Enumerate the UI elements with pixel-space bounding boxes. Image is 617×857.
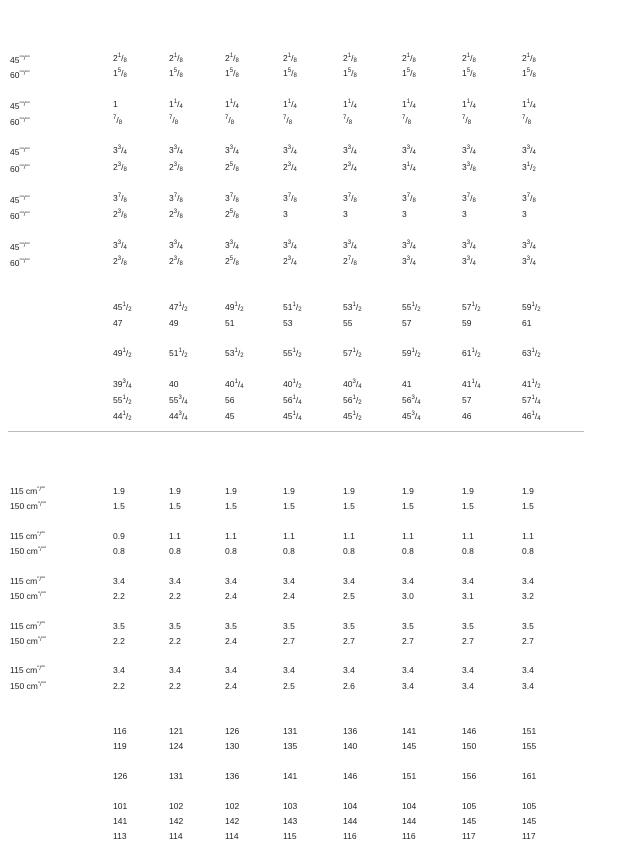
centimeters-value-cell: 2.7 — [462, 636, 474, 646]
inches-row-label: 45""/"" — [10, 101, 30, 111]
inches-measure-value: $56^3/4$ — [402, 395, 421, 406]
centimeters-measure-value: 116 — [113, 726, 127, 736]
inches-value-cell: $2^1/8$ — [169, 53, 183, 64]
inches-value-cell: $3^7/8$ — [343, 193, 357, 204]
inches-measure-value: 49 — [169, 318, 179, 328]
inches-value-cell: 1 — [113, 99, 118, 109]
centimeters-measure-value: 130 — [225, 741, 240, 751]
centimeters-value-cell: 3.5 — [402, 621, 414, 631]
inches-measure-value: $57^1/2$ — [343, 348, 362, 359]
inches-value-cell: $1^5/8$ — [522, 68, 536, 79]
inches-value-cell: $3^3/4$ — [343, 145, 357, 156]
centimeters-value-cell: 1.9 — [225, 486, 237, 496]
section-divider — [8, 431, 584, 432]
centimeters-value-cell: 0.8 — [462, 546, 474, 556]
inches-measure-value: $56^1/4$ — [283, 395, 302, 406]
centimeters-value-cell: 3.4 — [522, 681, 534, 691]
centimeters-value-cell: 2.6 — [343, 681, 355, 691]
centimeters-measure-value: 142 — [169, 816, 184, 826]
inches-measure-value: $40^1/2$ — [283, 379, 302, 390]
inches-value-cell: $3^7/8$ — [113, 193, 127, 204]
centimeters-measure-value: 105 — [522, 801, 537, 811]
inches-value-cell: $2^1/8$ — [522, 53, 536, 64]
inches-value-cell: $3^3/4$ — [462, 256, 476, 267]
centimeters-measure-value: 103 — [283, 801, 298, 811]
centimeters-measure-value: 144 — [343, 816, 358, 826]
centimeters-measure-value: 141 — [113, 816, 128, 826]
inches-value-cell: $^7$/8 — [113, 115, 123, 126]
inches-value-cell: $3^3/4$ — [283, 240, 297, 251]
centimeters-value-cell: 0.8 — [225, 546, 237, 556]
centimeters-value-cell: 3.4 — [283, 576, 295, 586]
centimeters-value-cell: 1.9 — [169, 486, 181, 496]
centimeters-value-cell: 3.4 — [169, 665, 181, 675]
centimeters-value-cell: 3.4 — [462, 665, 474, 675]
inches-value-cell: $2^3/8$ — [169, 162, 183, 173]
centimeters-value-cell: 2.2 — [113, 591, 125, 601]
inches-value-cell: $1^1/4$ — [343, 99, 357, 110]
inches-measure-value: $59^1/2$ — [522, 302, 541, 313]
inches-value-cell: $^7$/8 — [283, 115, 293, 126]
centimeters-value-cell: 1.9 — [113, 486, 125, 496]
inches-measure-value: 47 — [113, 318, 123, 328]
centimeters-value-cell: 2.5 — [283, 681, 295, 691]
inches-value-cell: $1^5/8$ — [402, 68, 416, 79]
centimeters-measure-value: 150 — [462, 741, 477, 751]
centimeters-measure-value: 136 — [225, 771, 240, 781]
inches-value-cell: $^7$/8 — [522, 115, 532, 126]
centimeters-measure-value: 104 — [402, 801, 417, 811]
centimeters-row-label: 150 cm"/"" — [10, 591, 46, 601]
inches-measure-value: $56^1/2$ — [343, 395, 362, 406]
inches-value-cell: $1^1/4$ — [225, 99, 239, 110]
centimeters-value-cell: 0.8 — [522, 546, 534, 556]
centimeters-measure-value: 142 — [225, 816, 240, 826]
centimeters-measure-value: 117 — [522, 831, 536, 841]
inches-value-cell: $2^5/8$ — [225, 209, 239, 220]
centimeters-value-cell: 0.8 — [283, 546, 295, 556]
inches-value-cell: $3^3/4$ — [283, 145, 297, 156]
inches-value-cell: $^7$/8 — [462, 115, 472, 126]
centimeters-value-cell: 1.9 — [462, 486, 474, 496]
centimeters-value-cell: 2.4 — [283, 591, 295, 601]
centimeters-value-cell: 3.4 — [402, 576, 414, 586]
centimeters-value-cell: 1.1 — [522, 531, 534, 541]
centimeters-value-cell: 1.5 — [522, 501, 534, 511]
centimeters-value-cell: 1.9 — [402, 486, 414, 496]
inches-measure-value: 56 — [225, 395, 235, 405]
centimeters-row-label: 150 cm"/"" — [10, 636, 46, 646]
inches-row-label: 60""/"" — [10, 164, 30, 174]
centimeters-value-cell: 3.4 — [283, 665, 295, 675]
inches-row-label: 60""/"" — [10, 211, 30, 221]
inches-value-cell: $2^3/8$ — [113, 256, 127, 267]
centimeters-row-label: 115 cm"/"" — [10, 531, 46, 541]
centimeters-value-cell: 3.4 — [522, 576, 534, 586]
centimeters-measure-value: 126 — [225, 726, 240, 736]
inches-row-label: 60""/"" — [10, 258, 30, 268]
centimeters-measure-value: 135 — [283, 741, 298, 751]
inches-value-cell: $3^3/4$ — [343, 240, 357, 251]
inches-value-cell: $3^3/4$ — [522, 256, 536, 267]
centimeters-value-cell: 1.5 — [225, 501, 237, 511]
centimeters-value-cell: 2.4 — [225, 681, 237, 691]
centimeters-measure-value: 141 — [402, 726, 417, 736]
inches-value-cell: $3^3/4$ — [113, 145, 127, 156]
inches-value-cell: $3^7/8$ — [402, 193, 416, 204]
inches-value-cell: $1^5/8$ — [343, 68, 357, 79]
centimeters-measure-value: 126 — [113, 771, 128, 781]
inches-measure-value: 55 — [343, 318, 353, 328]
inches-value-cell: $^7$/8 — [343, 115, 353, 126]
centimeters-measure-value: 119 — [113, 741, 127, 751]
centimeters-measure-value: 114 — [169, 831, 183, 841]
centimeters-value-cell: 2.5 — [343, 591, 355, 601]
centimeters-measure-value: 145 — [402, 741, 417, 751]
centimeters-value-cell: 3.5 — [225, 621, 237, 631]
inches-measure-value: $47^1/2$ — [169, 302, 188, 313]
centimeters-value-cell: 2.2 — [169, 591, 181, 601]
centimeters-measure-value: 141 — [283, 771, 298, 781]
inches-value-cell: $2^1/8$ — [462, 53, 476, 64]
centimeters-row-label: 115 cm"/"" — [10, 621, 46, 631]
inches-row-label: 45""/"" — [10, 242, 30, 252]
centimeters-value-cell: 1.1 — [343, 531, 355, 541]
inches-value-cell: 3 — [462, 209, 467, 219]
inches-measure-value: 59 — [462, 318, 472, 328]
centimeters-value-cell: 3.5 — [343, 621, 355, 631]
centimeters-measure-value: 131 — [283, 726, 298, 736]
inches-measure-value: $55^1/2$ — [402, 302, 421, 313]
inches-measure-value: $63^1/2$ — [522, 348, 541, 359]
centimeters-measure-value: 140 — [343, 741, 358, 751]
centimeters-measure-value: 124 — [169, 741, 184, 751]
centimeters-measure-value: 113 — [113, 831, 127, 841]
inches-value-cell: $3^3/4$ — [169, 145, 183, 156]
inches-measure-value: 53 — [283, 318, 293, 328]
centimeters-value-cell: 1.5 — [343, 501, 355, 511]
centimeters-value-cell: 3.4 — [113, 665, 125, 675]
inches-value-cell: $1^1/4$ — [402, 99, 416, 110]
centimeters-value-cell: 1.9 — [283, 486, 295, 496]
inches-measure-value: $40^3/4$ — [343, 379, 362, 390]
inches-value-cell: $2^1/8$ — [343, 53, 357, 64]
centimeters-value-cell: 3.4 — [225, 665, 237, 675]
inches-value-cell: $3^7/8$ — [169, 193, 183, 204]
inches-value-cell: $3^3/4$ — [225, 145, 239, 156]
centimeters-value-cell: 1.1 — [169, 531, 181, 541]
centimeters-measure-value: 104 — [343, 801, 358, 811]
centimeters-value-cell: 0.8 — [169, 546, 181, 556]
inches-value-cell: $2^1/8$ — [402, 53, 416, 64]
inches-row-label: 60""/"" — [10, 117, 30, 127]
inches-measure-value: $49^1/2$ — [113, 348, 132, 359]
centimeters-value-cell: 3.0 — [402, 591, 414, 601]
inches-measure-value: 57 — [462, 395, 472, 405]
centimeters-value-cell: 3.1 — [462, 591, 474, 601]
inches-measure-value: $44^3/4$ — [169, 411, 188, 422]
inches-row-label: 45""/"" — [10, 195, 30, 205]
centimeters-measure-value: 105 — [462, 801, 477, 811]
centimeters-measure-value: 116 — [343, 831, 357, 841]
centimeters-measure-value: 146 — [343, 771, 358, 781]
inches-value-cell: $2^3/4$ — [283, 256, 297, 267]
inches-row-label: 60""/"" — [10, 70, 30, 80]
inches-value-cell: $3^1/4$ — [402, 162, 416, 173]
inches-value-cell: $2^3/8$ — [113, 162, 127, 173]
centimeters-value-cell: 1.1 — [402, 531, 414, 541]
inches-value-cell: $1^5/8$ — [283, 68, 297, 79]
centimeters-value-cell: 2.7 — [402, 636, 414, 646]
centimeters-value-cell: 1.9 — [522, 486, 534, 496]
centimeters-measure-value: 145 — [462, 816, 477, 826]
inches-value-cell: $3^3/4$ — [402, 240, 416, 251]
centimeters-value-cell: 0.8 — [343, 546, 355, 556]
centimeters-value-cell: 3.5 — [113, 621, 125, 631]
inches-value-cell: $2^3/4$ — [283, 162, 297, 173]
inches-measure-value: 40 — [169, 379, 179, 389]
centimeters-measure-value: 144 — [402, 816, 417, 826]
centimeters-row-label: 115 cm"/"" — [10, 486, 46, 496]
centimeters-measure-value: 145 — [522, 816, 537, 826]
inches-value-cell: $2^1/8$ — [225, 53, 239, 64]
centimeters-measure-value: 115 — [283, 831, 297, 841]
centimeters-value-cell: 3.5 — [522, 621, 534, 631]
centimeters-value-cell: 1.1 — [462, 531, 474, 541]
centimeters-value-cell: 3.4 — [402, 681, 414, 691]
centimeters-measure-value: 143 — [283, 816, 298, 826]
inches-measure-value: $55^1/2$ — [283, 348, 302, 359]
centimeters-row-label: 150 cm"/"" — [10, 501, 46, 511]
centimeters-measure-value: 102 — [225, 801, 240, 811]
centimeters-value-cell: 3.5 — [462, 621, 474, 631]
centimeters-value-cell: 2.7 — [343, 636, 355, 646]
inches-measure-value: $53^1/2$ — [225, 348, 244, 359]
centimeters-row-label: 150 cm"/"" — [10, 546, 46, 556]
centimeters-value-cell: 3.4 — [402, 665, 414, 675]
inches-measure-value: $51^1/2$ — [169, 348, 188, 359]
inches-measure-value: $49^1/2$ — [225, 302, 244, 313]
centimeters-value-cell: 3.4 — [522, 665, 534, 675]
inches-measure-value: 51 — [225, 318, 235, 328]
centimeters-value-cell: 2.2 — [169, 681, 181, 691]
inches-value-cell: $1^5/8$ — [462, 68, 476, 79]
centimeters-value-cell: 3.4 — [343, 576, 355, 586]
centimeters-measure-value: 116 — [402, 831, 416, 841]
centimeters-value-cell: 2.7 — [522, 636, 534, 646]
inches-measure-value: $41^1/4$ — [462, 379, 481, 390]
inches-value-cell: $1^5/8$ — [113, 68, 127, 79]
inches-measure-value: $45^3/4$ — [402, 411, 421, 422]
centimeters-value-cell: 2.2 — [113, 681, 125, 691]
inches-value-cell: 3 — [343, 209, 348, 219]
centimeters-value-cell: 2.2 — [169, 636, 181, 646]
inches-value-cell: $^7$/8 — [225, 115, 235, 126]
inches-value-cell: $3^3/4$ — [113, 240, 127, 251]
centimeters-measure-value: 114 — [225, 831, 239, 841]
centimeters-value-cell: 1.5 — [283, 501, 295, 511]
centimeters-value-cell: 3.4 — [169, 576, 181, 586]
inches-measure-value: $55^3/4$ — [169, 395, 188, 406]
centimeters-value-cell: 2.7 — [283, 636, 295, 646]
inches-measure-value: $57^1/4$ — [522, 395, 541, 406]
inches-value-cell: $2^7/8$ — [343, 256, 357, 267]
centimeters-value-cell: 0.8 — [113, 546, 125, 556]
centimeters-row-label: 150 cm"/"" — [10, 681, 46, 691]
inches-measure-value: $59^1/2$ — [402, 348, 421, 359]
centimeters-value-cell: 3.4 — [462, 681, 474, 691]
inches-measure-value: $46^1/4$ — [522, 411, 541, 422]
centimeters-measure-value: 101 — [113, 801, 128, 811]
centimeters-value-cell: 2.4 — [225, 636, 237, 646]
inches-value-cell: $2^3/4$ — [343, 162, 357, 173]
inches-measure-value: 41 — [402, 379, 412, 389]
inches-value-cell: $3^7/8$ — [522, 193, 536, 204]
centimeters-value-cell: 3.4 — [343, 665, 355, 675]
centimeters-measure-value: 102 — [169, 801, 184, 811]
inches-measure-value: $45^1/2$ — [113, 302, 132, 313]
inches-value-cell: $3^3/8$ — [462, 162, 476, 173]
centimeters-value-cell: 0.9 — [113, 531, 125, 541]
inches-value-cell: $2^1/8$ — [113, 53, 127, 64]
inches-measure-value: $40^1/4$ — [225, 379, 244, 390]
inches-value-cell: $3^3/4$ — [522, 145, 536, 156]
centimeters-value-cell: 2.2 — [113, 636, 125, 646]
centimeters-value-cell: 0.8 — [402, 546, 414, 556]
centimeters-value-cell: 3.5 — [283, 621, 295, 631]
centimeters-value-cell: 1.5 — [462, 501, 474, 511]
inches-value-cell: $2^5/8$ — [225, 162, 239, 173]
inches-value-cell: $2^5/8$ — [225, 256, 239, 267]
centimeters-measure-value: 121 — [169, 726, 184, 736]
centimeters-measure-value: 136 — [343, 726, 358, 736]
inches-value-cell: $3^1/2$ — [522, 162, 536, 173]
inches-value-cell: $3^3/4$ — [402, 145, 416, 156]
centimeters-row-label: 115 cm"/"" — [10, 576, 46, 586]
inches-value-cell: $3^3/4$ — [462, 240, 476, 251]
inches-value-cell: $2^3/8$ — [113, 209, 127, 220]
centimeters-value-cell: 1.5 — [402, 501, 414, 511]
inches-measure-value: $53^1/2$ — [343, 302, 362, 313]
inches-value-cell: $2^3/8$ — [169, 209, 183, 220]
centimeters-value-cell: 2.4 — [225, 591, 237, 601]
inches-row-label: 45""/"" — [10, 147, 30, 157]
inches-measure-value: $61^1/2$ — [462, 348, 481, 359]
inches-value-cell: 3 — [522, 209, 527, 219]
inches-row-label: 45""/"" — [10, 55, 30, 65]
inches-value-cell: $2^1/8$ — [283, 53, 297, 64]
centimeters-measure-value: 155 — [522, 741, 537, 751]
centimeters-value-cell: 3.5 — [169, 621, 181, 631]
inches-measure-value: $45^1/4$ — [283, 411, 302, 422]
inches-measure-value: $44^1/2$ — [113, 411, 132, 422]
centimeters-measure-value: 156 — [462, 771, 477, 781]
inches-value-cell: $3^3/4$ — [169, 240, 183, 251]
centimeters-value-cell: 3.4 — [225, 576, 237, 586]
inches-value-cell: 3 — [283, 209, 288, 219]
inches-value-cell: $1^1/4$ — [522, 99, 536, 110]
inches-value-cell: $3^7/8$ — [283, 193, 297, 204]
centimeters-measure-value: 131 — [169, 771, 184, 781]
inches-value-cell: $1^1/4$ — [283, 99, 297, 110]
inches-measure-value: $51^1/2$ — [283, 302, 302, 313]
centimeters-value-cell: 3.4 — [113, 576, 125, 586]
inches-value-cell: $3^7/8$ — [225, 193, 239, 204]
centimeters-value-cell: 3.4 — [462, 576, 474, 586]
inches-value-cell: $^7$/8 — [402, 115, 412, 126]
inches-value-cell: $3^3/4$ — [522, 240, 536, 251]
inches-measure-value: $39^3/4$ — [113, 379, 132, 390]
centimeters-row-label: 115 cm"/"" — [10, 665, 46, 675]
centimeters-measure-value: 161 — [522, 771, 537, 781]
inches-value-cell: $3^3/4$ — [225, 240, 239, 251]
centimeters-value-cell: 1.5 — [169, 501, 181, 511]
inches-value-cell: $3^7/8$ — [462, 193, 476, 204]
inches-measure-value: 46 — [462, 411, 472, 421]
centimeters-measure-value: 117 — [462, 831, 476, 841]
inches-value-cell: $1^1/4$ — [462, 99, 476, 110]
centimeters-value-cell: 3.2 — [522, 591, 534, 601]
inches-value-cell: 3 — [402, 209, 407, 219]
inches-measure-value: $57^1/2$ — [462, 302, 481, 313]
inches-value-cell: $2^3/8$ — [169, 256, 183, 267]
inches-value-cell: $^7$/8 — [169, 115, 179, 126]
inches-value-cell: $3^3/4$ — [462, 145, 476, 156]
inches-measure-value: 45 — [225, 411, 235, 421]
centimeters-value-cell: 1.1 — [225, 531, 237, 541]
inches-measure-value: $55^1/2$ — [113, 395, 132, 406]
centimeters-value-cell: 1.9 — [343, 486, 355, 496]
inches-measure-value: $45^1/2$ — [343, 411, 362, 422]
centimeters-measure-value: 151 — [402, 771, 417, 781]
inches-value-cell: $1^5/8$ — [225, 68, 239, 79]
inches-value-cell: $1^5/8$ — [169, 68, 183, 79]
inches-value-cell: $1^1/4$ — [169, 99, 183, 110]
centimeters-measure-value: 151 — [522, 726, 537, 736]
inches-value-cell: $3^3/4$ — [402, 256, 416, 267]
inches-measure-value: 61 — [522, 318, 532, 328]
inches-measure-value: $41^1/2$ — [522, 379, 541, 390]
centimeters-value-cell: 1.5 — [113, 501, 125, 511]
inches-measure-value: 57 — [402, 318, 412, 328]
centimeters-measure-value: 146 — [462, 726, 477, 736]
centimeters-value-cell: 1.1 — [283, 531, 295, 541]
